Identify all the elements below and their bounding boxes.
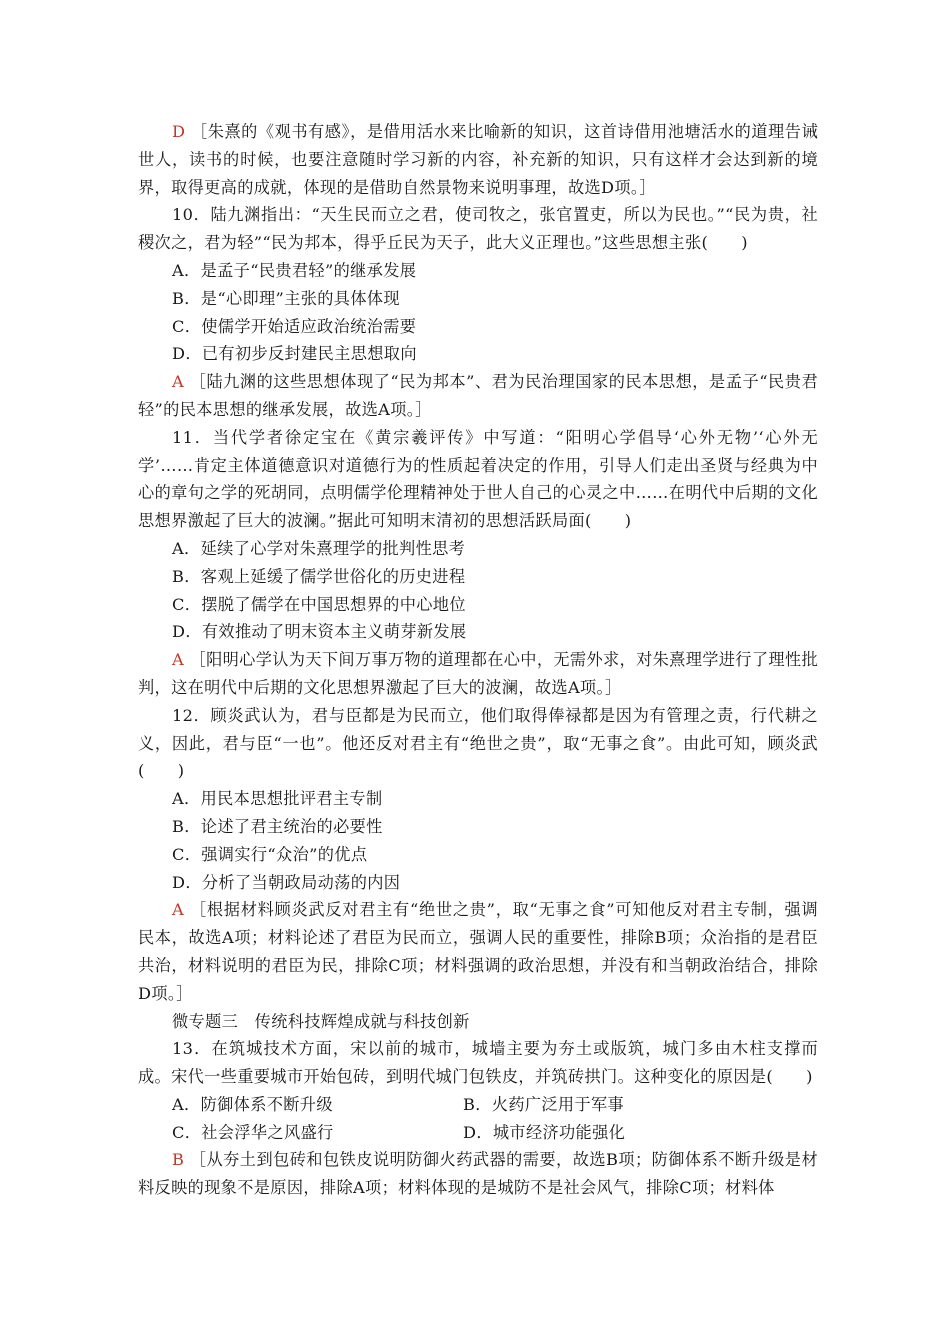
document-page	[138, 118, 818, 1202]
option-b: B．是“心即理”主张的具体体现	[172, 288, 400, 308]
option-d: D．分析了当朝政局动荡的内因	[172, 872, 401, 892]
section-heading: 微专题三 传统科技辉煌成就与科技创新	[172, 1011, 470, 1031]
option-b: B．客观上延缓了儒学世俗化的历史进程	[172, 566, 466, 586]
option-d: D．有效推动了明末资本主义萌芽新发展	[172, 622, 467, 642]
answer-key: D	[172, 122, 186, 141]
option-c: C．使儒学开始适应政治统治需要	[172, 316, 417, 336]
answer-explanation: ［从夯土到包砖和包铁皮说明防御火药武器的需要，故选B项；防御体系不断升级是材料反映的现象不是原因，排除A项；材料体现的是城防不是社会风气，排除C项；材料体	[138, 1150, 818, 1198]
answer-explanation: ［阳明心学认为天下间万事万物的道理都在心中，无需外求，对朱熹理学进行了理性批判，这在明代中后期的文化思想界激起了巨大的波澜，故选A项。］	[138, 650, 818, 697]
option-a: A．用民本思想批评君主专制	[172, 789, 383, 809]
question-10: 10．陆九渊指出：“天生民而立之君，使司牧之，张官置吏，所以为民也。”“民为贵，社稷次之，君为轻”“民为邦本，得乎丘民为天子，此大义正理也。”这些思想主张( )	[138, 205, 818, 253]
answer-explanation: ［朱熹的《观书有感》，是借用活水来比喻新的知识，这首诗借用池塘活水的道理告诫世人，读书的时候，也要注意随时学习新的内容，补充新的知识，只有这样才会达到新的境界，取得更高的成就，体现的是借助自然景物来说明事理，故选D项。］	[138, 122, 819, 197]
answer-paragraph	[138, 896, 818, 1007]
option-b: B．论述了君主统治的必要性	[172, 816, 383, 836]
option-d: D．已有初步反封建民主思想取向	[172, 344, 417, 364]
option-b: B．火药广泛用于军事	[463, 1094, 625, 1114]
answer-explanation: ［陆九渊的这些思想体现了“民为邦本”、君为民治理国家的民本思想，是孟子“民贵君轻”的民本思想的继承发展，故选A项。］	[138, 372, 818, 419]
answer-paragraph	[138, 118, 818, 201]
option-c: C．强调实行“众治”的优点	[172, 844, 368, 864]
option-c: C．摆脱了儒学在中国思想界的中心地位	[172, 594, 466, 614]
answer-key: A	[172, 650, 185, 670]
answer-paragraph	[138, 1146, 818, 1202]
question-11: 11．当代学者徐定宝在《黄宗羲评传》中写道：“阳明心学倡导‘心外无物’‘心外无学’……肯定主体道德意识对道德行为的性质起着决定的作用，引导人们走出圣贤与经典为中心的章句之学的死胡同，点明儒学伦理精神处于世人自己的心灵之中……在明代中后期的文化思想界激起了巨大的波澜。”据此可知明末清初的思想活跃局面( )	[138, 427, 818, 531]
answer-key: A	[172, 900, 185, 920]
question-13: 13．在筑城技术方面，宋以前的城市，城墙主要为夯土或版筑，城门多由木柱支撑而成。宋代一些重要城市开始包砖，到明代城门包铁皮，并筑砖拱门。这种变化的原因是( )	[138, 1039, 818, 1087]
question-12: 12．顾炎武认为，君与臣都是为民而立，他们取得俸禄都是因为有管理之责，行代耕之义，因此，君与臣“一也”。他还反对君主有“绝世之贵”，取“无事之食”。由此可知，顾炎武( )	[138, 705, 818, 781]
answer-explanation: ［根据材料顾炎武反对君主有“绝世之贵”，取“无事之食”可知他反对君主专制，强调民本，故选A项；材料论述了君臣为民而立，强调人民的重要性，排除B项；众治指的是君臣共治，材料说明的君臣为民，排除C项；材料强调的政治思想，并没有和当朝政治结合，排除D项。］	[138, 900, 819, 1003]
answer-paragraph	[138, 368, 818, 424]
answer-key: B	[172, 1150, 185, 1170]
option-a: A．延续了心学对朱熹理学的批判性思考	[172, 538, 466, 558]
option-a: A．是孟子“民贵君轻”的继承发展	[172, 260, 417, 280]
answer-key: A	[172, 372, 185, 392]
option-a: A．防御体系不断升级	[172, 1094, 333, 1114]
answer-paragraph	[138, 646, 818, 702]
option-row	[138, 1091, 818, 1119]
option-c: C．社会浮华之风盛行	[172, 1122, 334, 1142]
option-d: D．城市经济功能强化	[463, 1122, 626, 1142]
option-row	[138, 1119, 818, 1147]
